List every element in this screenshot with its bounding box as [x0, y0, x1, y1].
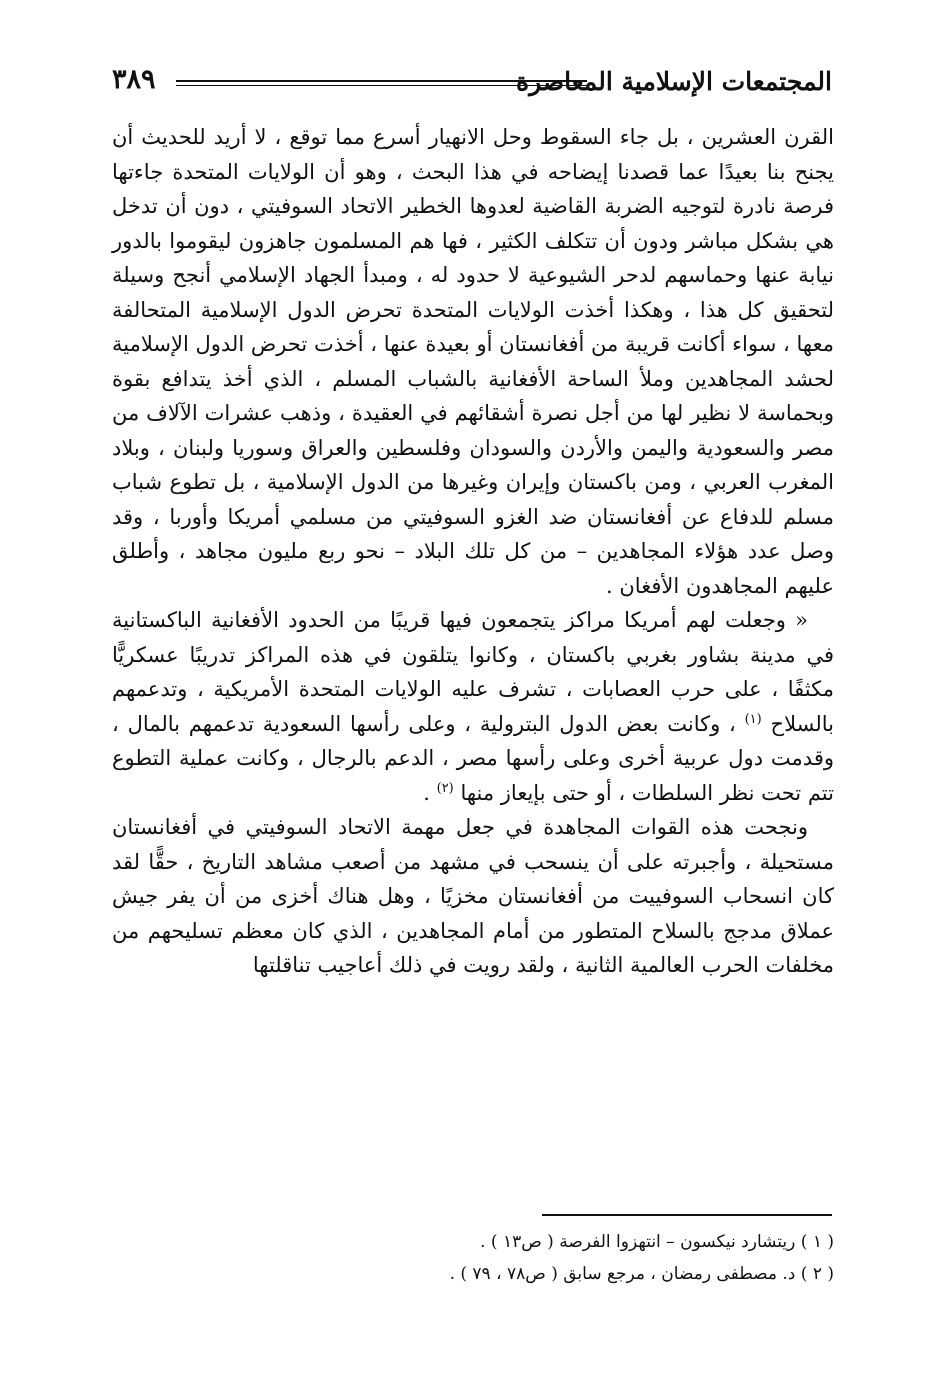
quote-part-3: .	[423, 780, 430, 805]
header-rule	[176, 80, 587, 86]
paragraph-3-text: ونجحت هذه القوات المجاهدة في جعل مهمة الاتحاد السوفيتي في أفغانستان مستحيلة ، وأجبرته على أن ينسحب في مشهد من أصعب مشاهد التاريخ ، حقًّا لقد كان انسحاب السوفييت من أفغانستان مخزيًا ، وهل هناك أخزى من أن يفر جيش عملاق مدجج بالسلاح المتطور من أمام المجاهدين ، الذي كان معظم تسليحهم من مخلفات الحرب العالمية الثانية ، ولقد رويت في ذلك أعاجيب تناقلتها	[112, 815, 834, 977]
running-header	[112, 62, 832, 106]
footnote-ref-1[interactable]: (١)	[744, 711, 762, 727]
quote-part-1: « وجعلت لهم أمريكا مراكز يتجمعون فيها قريبًا من الحدود الأفغانية الباكستانية في مدينة بشاور بغربي باكستان ، وكانوا يتلقون في هذه المراكز تدريبًا عسكريًّا مكثفًا ، على حرب العصابات ، تشرف عليه الولايات المتحدة الأمريكية ، وتدعمهم بالسلاح	[112, 608, 834, 736]
footnote-1: ( ١ ) ريتشارد نيكسون – انتهزوا الفرصة ( ص١٣ ) .	[480, 1232, 834, 1252]
quote-part-2: ، وكانت بعض الدول البترولية ، وعلى رأسها السعودية تدعمهم بالمال ، وقدمت دول عربية أخرى وعلى رأسها مصر ، الدعم بالرجال ، وكانت عملية التطوع تتم تحت نظر السلطات ، أو حتى بإيعاز منها	[112, 711, 834, 805]
paragraph-3	[112, 810, 834, 983]
paragraph-2-quote	[112, 603, 834, 810]
footnote-2: ( ٢ ) د. مصطفى رمضان ، مرجع سابق ( ص٧٨ ، ٧٩ ) .	[449, 1264, 834, 1284]
paragraph-1: القرن العشرين ، بل جاء السقوط وحل الانهيار أسرع مما توقع ، لا أريد للحديث أن يجنح بنا بعيدًا عما قصدنا إيضاحه في هذا البحث ، وهو أن الولايات المتحدة جاءتها فرصة نادرة لتوجيه الضربة القاضية لعدوها الخطير الاتحاد السوفيتي ، دون أن تدخل هي بشكل مباشر ودون أن تتكلف الكثير ، فها هم المسلمون جاهزون ليقوموا بالدور نيابة عنها وحماسهم لدحر الشيوعية لا حدود له ، ومبدأ الجهاد الإسلامي أنجح وسيلة لتحقيق كل هذا ، وهكذا أخذت الولايات المتحدة تحرض الدول الإسلامية المتحالفة معها ، سواء أكانت قريبة من أفغانستان أو بعيدة عنها ، أخذت تحرض الدول الإسلامية لحشد المجاهدين وملأ الساحة الأفغانية بالشباب المسلم ، الذي أخذ يتدافع بقوة وبحماسة لا نظير لها من أجل نصرة أشقائهم في العقيدة ، وذهب عشرات الآلاف من مصر والسعودية واليمن والأردن والسودان وفلسطين والعراق وسوريا ولبنان ، وبلاد المغرب العربي ، ومن باكستان وإيران وغيرها من الدول الإسلامية ، بل تطوع شباب مسلم للدفاع عن أفغانستان ضد الغزو السوفيتي من مسلمي أمريكا وأوربا ، وقد وصل عدد هؤلاء المجاهدين – من كل تلك البلاد – نحو ربع مليون مجاهد ، وأطلق عليهم المجاهدون الأفغان .	[112, 125, 834, 598]
footnote-rule	[542, 1214, 832, 1216]
body-text	[112, 120, 834, 983]
footnotes	[112, 1226, 834, 1290]
page-number: ٣٨٩	[112, 64, 156, 95]
footnote-ref-2[interactable]: (٢)	[436, 780, 454, 796]
header-title: المجتمعات الإسلامية المعاصرة	[516, 67, 832, 96]
